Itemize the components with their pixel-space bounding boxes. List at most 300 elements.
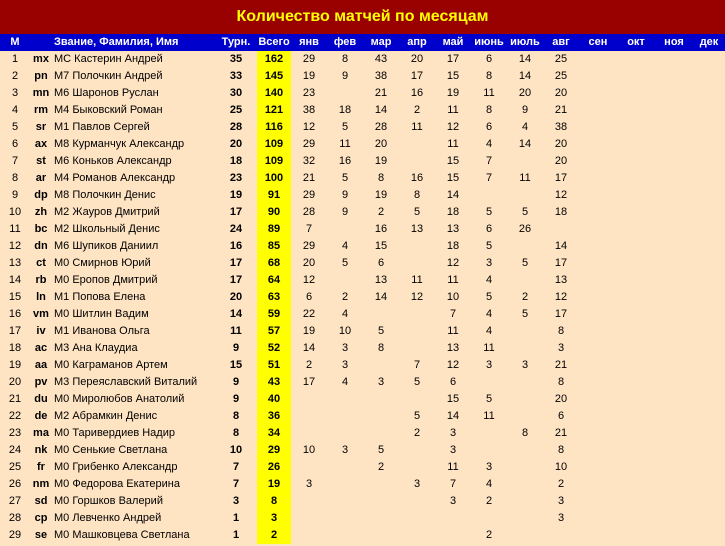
table-cell: [579, 527, 617, 544]
table-cell: [327, 272, 363, 289]
table-cell: 2: [377, 461, 385, 473]
table-cell: 3: [257, 510, 291, 527]
table-cell: [471, 425, 507, 442]
table-cell: 3: [485, 257, 493, 269]
table-cell: М6 Коньков Александр: [54, 155, 172, 167]
column-header: дек: [693, 34, 725, 51]
table-cell: [617, 306, 655, 323]
table-cell: 5: [11, 121, 19, 133]
table-cell: vm: [33, 308, 49, 320]
table-cell: 2: [485, 529, 493, 541]
table-cell: 5: [521, 257, 529, 269]
table-cell: [693, 51, 725, 68]
table-cell: 14: [229, 308, 243, 320]
table-cell: [617, 153, 655, 170]
table-cell: [399, 340, 435, 357]
table-cell: [655, 357, 693, 374]
table-cell: [693, 85, 725, 102]
table-cell: [579, 170, 617, 187]
table-cell: [579, 272, 617, 289]
table-cell: 3: [377, 376, 385, 388]
table-cell: 2: [257, 527, 291, 544]
column-header: окт: [617, 34, 655, 51]
table-cell: 12: [446, 257, 460, 269]
table-cell: [399, 255, 435, 272]
table-cell: 4: [485, 478, 493, 490]
table-cell: 11: [519, 172, 531, 184]
table-cell: 15: [446, 155, 460, 167]
table-row: [0, 476, 725, 493]
table-cell: [693, 153, 725, 170]
table-cell: [579, 204, 617, 221]
table-cell: 10: [302, 444, 316, 456]
table-cell: 18: [229, 155, 243, 167]
table-cell: 10: [229, 444, 243, 456]
table-cell: 21: [302, 172, 316, 184]
table-cell: 34: [257, 425, 291, 442]
table-cell: 17: [446, 53, 460, 65]
table-cell: [579, 323, 617, 340]
table-row: [0, 68, 725, 85]
table-cell: 19: [374, 155, 388, 167]
table-cell: [579, 459, 617, 476]
table-cell: 16: [410, 87, 424, 99]
table-cell: 7: [11, 155, 19, 167]
table-cell: [655, 51, 693, 68]
table-cell: М2 Жауров Дмитрий: [54, 206, 160, 218]
table-cell: 21: [374, 87, 388, 99]
table-cell: [363, 357, 399, 374]
table-cell: 91: [257, 187, 291, 204]
table-cell: 25: [554, 70, 568, 82]
table-cell: 7: [485, 172, 493, 184]
column-header: сен: [579, 34, 617, 51]
table-cell: 9: [232, 393, 240, 405]
table-cell: 3: [413, 478, 421, 490]
table-cell: 17: [554, 172, 568, 184]
table-cell: 15: [446, 70, 460, 82]
table-cell: 4: [485, 325, 493, 337]
table-cell: [655, 323, 693, 340]
table-cell: 8: [377, 172, 385, 184]
table-cell: 20: [302, 257, 316, 269]
table-cell: [655, 119, 693, 136]
table-cell: [291, 527, 327, 544]
table-cell: 15: [374, 240, 388, 252]
table-row: [0, 527, 725, 544]
table-cell: [693, 187, 725, 204]
table-cell: [291, 391, 327, 408]
table-cell: [399, 153, 435, 170]
table-cell: 38: [302, 104, 316, 116]
table-cell: [655, 221, 693, 238]
table-cell: [655, 510, 693, 527]
table-cell: 21: [554, 427, 568, 439]
table-cell: 3: [232, 495, 240, 507]
table-cell: 18: [8, 342, 22, 354]
table-cell: 10: [554, 461, 568, 473]
table-cell: 3: [557, 342, 565, 354]
table-row: [0, 306, 725, 323]
table-cell: [435, 527, 471, 544]
table-cell: [693, 442, 725, 459]
table-cell: М0 Грибенко Александр: [54, 461, 178, 473]
table-cell: [693, 425, 725, 442]
table-cell: 17: [229, 257, 243, 269]
table-cell: 17: [302, 376, 316, 388]
table-cell: 3: [305, 478, 313, 490]
table-cell: 5: [521, 308, 529, 320]
table-cell: [617, 289, 655, 306]
table-row: [0, 357, 725, 374]
table-cell: М2 Абрамкин Денис: [54, 410, 158, 422]
table-cell: 23: [302, 87, 316, 99]
table-cell: 15: [229, 359, 243, 371]
table-cell: 2: [521, 291, 529, 303]
table-cell: nm: [32, 478, 50, 490]
column-header: фев: [327, 34, 363, 51]
table-cell: [579, 221, 617, 238]
table-cell: ct: [36, 257, 46, 269]
table-cell: 20: [554, 87, 568, 99]
table-cell: 7: [232, 461, 240, 473]
table-cell: 17: [554, 308, 568, 320]
column-header: Звание, Фамилия, Имя: [52, 34, 215, 51]
table-cell: 16: [8, 308, 22, 320]
table-cell: 19: [374, 189, 388, 201]
table-cell: 38: [554, 121, 568, 133]
table-cell: [327, 221, 363, 238]
table-cell: 19: [446, 87, 460, 99]
table-cell: 18: [446, 206, 460, 218]
table-cell: 13: [554, 274, 568, 286]
table-cell: [579, 493, 617, 510]
table-cell: 8: [557, 376, 565, 388]
table-cell: 20: [8, 376, 22, 388]
table-cell: ma: [33, 427, 49, 439]
table-cell: [693, 238, 725, 255]
table-cell: [579, 289, 617, 306]
table-cell: [399, 238, 435, 255]
table-cell: 22: [302, 308, 316, 320]
table-cell: [655, 187, 693, 204]
table-cell: 11: [230, 325, 242, 337]
column-header: май: [435, 34, 471, 51]
table-cell: 2: [485, 495, 493, 507]
table-cell: 13: [446, 342, 460, 354]
table-cell: 3: [485, 359, 493, 371]
table-cell: [693, 459, 725, 476]
table-cell: [579, 85, 617, 102]
table-cell: [655, 255, 693, 272]
table-cell: 2: [413, 427, 421, 439]
table-cell: [655, 102, 693, 119]
table-cell: 3: [341, 444, 349, 456]
table-cell: 4: [485, 308, 493, 320]
table-cell: 5: [413, 376, 421, 388]
table-cell: [363, 476, 399, 493]
table-cell: [617, 357, 655, 374]
column-header: апр: [399, 34, 435, 51]
table-cell: 26: [257, 459, 291, 476]
table-cell: 12: [554, 189, 568, 201]
table-row: [0, 255, 725, 272]
header-row: [0, 34, 725, 51]
table-cell: [617, 136, 655, 153]
table-cell: 8: [557, 325, 565, 337]
table-cell: [543, 527, 579, 544]
table-cell: 10: [338, 325, 352, 337]
table-row: [0, 391, 725, 408]
table-cell: 7: [413, 359, 421, 371]
table-cell: [471, 510, 507, 527]
table-cell: 8: [232, 427, 240, 439]
table-cell: [327, 425, 363, 442]
table-cell: 28: [374, 121, 388, 133]
table-cell: [655, 374, 693, 391]
table-cell: 5: [341, 121, 349, 133]
table-cell: [693, 527, 725, 544]
table-cell: 8: [521, 427, 529, 439]
table-cell: 20: [229, 138, 243, 150]
table-cell: [399, 391, 435, 408]
column-header: Турн.: [215, 34, 257, 51]
table-cell: rb: [35, 274, 47, 286]
table-cell: 29: [302, 53, 316, 65]
table-cell: 5: [341, 257, 349, 269]
table-cell: [617, 238, 655, 255]
table-cell: 18: [338, 104, 352, 116]
table-cell: 11: [447, 138, 459, 150]
table-cell: cp: [34, 512, 48, 524]
table-cell: 13: [410, 223, 424, 235]
table-cell: 5: [377, 444, 385, 456]
table-cell: sr: [35, 121, 47, 133]
table-cell: 3: [449, 427, 457, 439]
table-cell: [579, 442, 617, 459]
table-row: [0, 272, 725, 289]
table-cell: [693, 204, 725, 221]
table-cell: 89: [257, 221, 291, 238]
table-cell: nk: [34, 444, 48, 456]
table-cell: 19: [229, 189, 243, 201]
table-row: [0, 170, 725, 187]
table-cell: 4: [485, 274, 493, 286]
table-cell: du: [34, 393, 48, 405]
table-cell: [579, 306, 617, 323]
table-cell: [363, 527, 399, 544]
table-cell: [655, 238, 693, 255]
table-cell: [579, 255, 617, 272]
table-cell: [399, 459, 435, 476]
table-cell: 20: [229, 291, 243, 303]
table-cell: 12: [410, 291, 424, 303]
table-cell: 8: [341, 53, 349, 65]
table-cell: [617, 85, 655, 102]
table-cell: [363, 493, 399, 510]
table-cell: 23: [8, 427, 22, 439]
table-cell: 1: [11, 53, 19, 65]
table-cell: [693, 476, 725, 493]
table-cell: 11: [483, 410, 495, 422]
table-cell: [655, 85, 693, 102]
table-cell: 4: [11, 104, 19, 116]
table-cell: [693, 306, 725, 323]
table-cell: М0 Еропов Дмитрий: [54, 274, 158, 286]
table-cell: 12: [302, 121, 316, 133]
table-cell: [327, 476, 363, 493]
table-cell: М0 Сенькие Светлана: [54, 444, 168, 456]
table-cell: 14: [374, 291, 388, 303]
table-cell: [693, 323, 725, 340]
table-cell: 14: [518, 53, 532, 65]
table-cell: [507, 340, 543, 357]
table-cell: 7: [305, 223, 313, 235]
table-cell: 20: [410, 53, 424, 65]
table-cell: М1 Павлов Сергей: [54, 121, 150, 133]
table-cell: 8: [11, 172, 19, 184]
table-cell: se: [34, 529, 48, 541]
table-cell: 145: [257, 68, 291, 85]
table-cell: [617, 391, 655, 408]
table-cell: 14: [374, 104, 388, 116]
table-cell: [693, 510, 725, 527]
table-cell: [327, 510, 363, 527]
table-row: [0, 51, 725, 68]
table-cell: 8: [232, 410, 240, 422]
table-cell: М4 Быковский Роман: [54, 104, 163, 116]
table-cell: 9: [11, 189, 19, 201]
table-cell: [291, 493, 327, 510]
table-cell: 20: [554, 155, 568, 167]
table-cell: [579, 340, 617, 357]
table-cell: 4: [521, 121, 529, 133]
table-cell: [327, 85, 363, 102]
table-cell: [617, 323, 655, 340]
table-cell: [507, 187, 543, 204]
table-cell: [617, 374, 655, 391]
table-cell: 21: [554, 359, 568, 371]
table-cell: [617, 51, 655, 68]
table-cell: 22: [8, 410, 22, 422]
table-cell: 17: [8, 325, 22, 337]
table-cell: ln: [36, 291, 46, 303]
table-cell: 2: [11, 70, 19, 82]
table-cell: [693, 136, 725, 153]
table-cell: [579, 187, 617, 204]
table-cell: 2: [305, 359, 313, 371]
table-cell: М0 Левченко Андрей: [54, 512, 162, 524]
table-row: [0, 102, 725, 119]
table-cell: [579, 68, 617, 85]
table-cell: 3: [485, 461, 493, 473]
table-cell: М0 Смирнов Юрий: [54, 257, 151, 269]
table-cell: [399, 510, 435, 527]
table-cell: [327, 459, 363, 476]
table-cell: 68: [257, 255, 291, 272]
table-cell: [693, 272, 725, 289]
table-cell: [655, 204, 693, 221]
table-cell: [579, 391, 617, 408]
table-cell: fr: [37, 461, 45, 473]
table-cell: 11: [9, 223, 21, 235]
table-cell: М1 Попова Елена: [54, 291, 146, 303]
table-cell: М8 Курманчук Александр: [54, 138, 185, 150]
table-cell: [617, 221, 655, 238]
table-cell: [693, 374, 725, 391]
table-cell: 18: [554, 206, 568, 218]
table-cell: 8: [377, 342, 385, 354]
table-cell: 6: [485, 223, 493, 235]
column-header: июль: [507, 34, 543, 51]
table-row: [0, 442, 725, 459]
table-cell: pv: [34, 376, 48, 388]
table-cell: 26: [8, 478, 22, 490]
table-cell: [655, 272, 693, 289]
table-cell: 116: [257, 119, 291, 136]
table-cell: ar: [35, 172, 47, 184]
table-cell: 11: [447, 274, 459, 286]
column-header: ноя: [655, 34, 693, 51]
table-cell: [579, 408, 617, 425]
table-cell: 25: [554, 53, 568, 65]
table-cell: 11: [411, 121, 423, 133]
table-cell: [579, 425, 617, 442]
table-cell: 43: [257, 374, 291, 391]
table-cell: 29: [302, 240, 316, 252]
table-cell: 3: [557, 495, 565, 507]
table-cell: 5: [485, 291, 493, 303]
table-cell: [693, 340, 725, 357]
table-cell: 29: [8, 529, 22, 541]
table-cell: [399, 527, 435, 544]
table-cell: [693, 221, 725, 238]
table-cell: 5: [413, 206, 421, 218]
table-cell: 35: [229, 53, 243, 65]
table-cell: 13: [446, 223, 460, 235]
table-cell: 26: [518, 223, 532, 235]
table-row: [0, 459, 725, 476]
table-cell: 17: [229, 206, 243, 218]
table-cell: [617, 272, 655, 289]
table-cell: 4: [341, 308, 349, 320]
table-cell: 12: [8, 240, 22, 252]
table-cell: [363, 425, 399, 442]
table-row: [0, 238, 725, 255]
table-cell: 43: [374, 53, 388, 65]
table-cell: aa: [34, 359, 48, 371]
table-cell: [617, 68, 655, 85]
table-cell: [693, 408, 725, 425]
table-cell: 3: [521, 359, 529, 371]
table-cell: 28: [229, 121, 243, 133]
table-cell: 17: [554, 257, 568, 269]
table-cell: 7: [232, 478, 240, 490]
table-cell: [507, 527, 543, 544]
table-cell: 36: [257, 408, 291, 425]
table-cell: [617, 459, 655, 476]
table-cell: 8: [485, 104, 493, 116]
table-cell: 14: [554, 240, 568, 252]
table-cell: 12: [554, 291, 568, 303]
table-row: [0, 374, 725, 391]
table-cell: М6 Шупиков Даниил: [54, 240, 159, 252]
table-cell: [655, 391, 693, 408]
table-cell: 24: [8, 444, 22, 456]
table-cell: [291, 510, 327, 527]
table-cell: 6: [377, 257, 385, 269]
table-row: [0, 187, 725, 204]
